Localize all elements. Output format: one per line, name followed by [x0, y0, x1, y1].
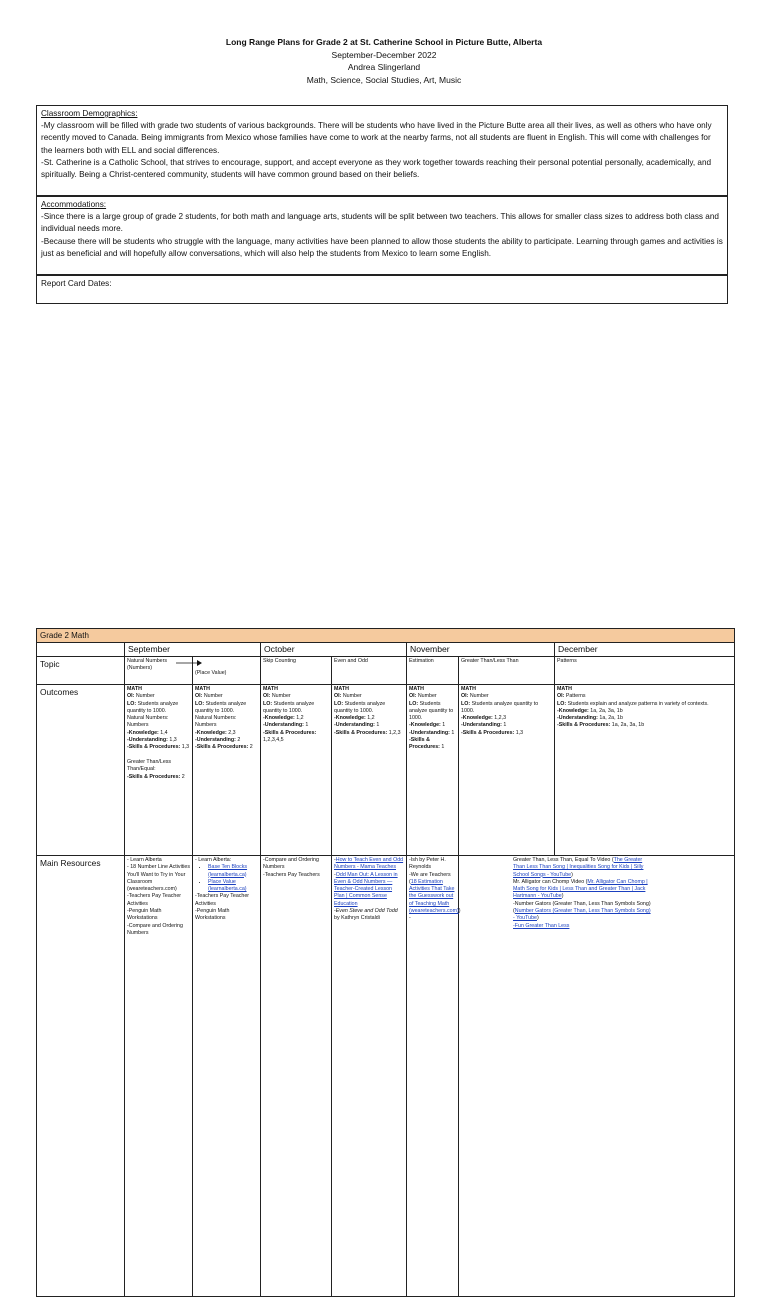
resource-link[interactable]: Odd Man Out: A Lesson in Even & Odd Numbers — Teacher-Created Lesson Plan | Common Sense Education — [334, 871, 398, 907]
resource-cell: -How to Teach Even and Odd Numbers - Mama Teaches -Odd Man Out: A Lesson in Even & Odd Numbers — Teacher-Created Lesson Plan | Common Sense Education -Even Steve and Odd Todd by Kathryn Cristaldi — [332, 856, 407, 1297]
resource-cell: - Learn Alberta: • Base Ten Blocks (learnalberta.ca) • Place Value (learnalberta.ca) -Teachers Pay Teacher Activities -Penguin Math Workstations — [193, 856, 261, 1297]
outcome-cell: MATH OI: Number LO: Students analyze quantity to 1000. -Knowledge: 1,2,3 -Understanding: 1 -Skills & Procedures: 1,3 — [459, 685, 555, 856]
report-card-label: Report Card Dates: — [41, 279, 112, 288]
month-october: October — [261, 643, 407, 657]
accommodations-paragraph: -Because there will be students who struggle with the language, many activities have been planned to allow those students the ability to participate. Learning through games and activities is just as beneficial and will hopefully allow conversations, which will also help the students from Mexico to learn some English. — [41, 236, 723, 258]
table-title: Grade 2 Math — [37, 629, 735, 643]
corner-cell — [37, 643, 125, 657]
row-label-resources: Main Resources — [37, 856, 125, 1297]
resource-cell: - Learn Alberta - 18 Number Line Activities You'll Want to Try in Your Classroom (weareteachers.com) -Teachers Pay Teacher Activities -Penguin Math Workstations -Compare and Ordering Numbers — [125, 856, 193, 1297]
resource-link[interactable]: The Greater Than Less Than Song | Inequalities Song for Kids | Silly School Songs - YouTube — [513, 857, 644, 878]
report-card-box — [36, 275, 728, 304]
resource-link[interactable]: -Fun Greater Than Less — [513, 922, 570, 929]
topic-text: (Place Value) — [195, 670, 227, 676]
demographics-heading: Classroom Demographics: — [41, 109, 138, 118]
topic-cell: Estimation — [407, 657, 459, 685]
outcome-cell: MATH OI: Number LO: Students analyze quantity to 1000. Natural Numbers: Numbers -Knowledge: 1,4 -Understanding: 1,3 -Skills & Procedures: 1,3 Greater Than/Less Than/Equal: -Skills & Procedures: 2 — [125, 685, 193, 856]
accommodations-paragraph: -Since there is a large group of grade 2 students, for both math and language arts, students will be split between two teachers. This allows for smaller class sizes to address both class and individual needs more. — [41, 212, 719, 234]
topic-cell: Patterns — [555, 657, 735, 685]
resource-cell: -Ish by Peter H. Reynolds -We are Teachers (18 Estimation Activities That Take the Guesswork out of Teaching Math (weareteachers.com)) - — [407, 856, 459, 1297]
row-label-outcomes: Outcomes — [37, 685, 125, 856]
accommodations-heading: Accommodations: — [41, 200, 107, 209]
topic-cell: Skip Counting — [261, 657, 332, 685]
month-september: September — [125, 643, 261, 657]
outcome-cell: MATH OI: Number LO: Students analyze quantity to 1000. -Knowledge: 1,2 -Understanding: 1 -Skills & Procedures: 1,2,3,4,5 — [261, 685, 332, 856]
outcome-cell: MATH OI: Number LO: Students analyze quantity to 1000. -Knowledge: 1 -Understanding: 1 -Skills & Procedures: 1 — [407, 685, 459, 856]
outcome-cell: MATH OI: Number LO: Students analyze quantity to 1000. -Knowledge: 1,2 -Understanding: 1 -Skills & Procedures: 1,2,3 — [332, 685, 407, 856]
row-label-topic: Topic — [37, 657, 125, 685]
grade2-math-table — [36, 628, 735, 1297]
subjects: Math, Science, Social Studies, Art, Music — [306, 74, 462, 85]
month-december: December — [555, 643, 735, 657]
resource-link[interactable]: Place Value (learnalberta.ca) — [208, 878, 247, 893]
accommodations-box — [36, 196, 728, 275]
document-header — [0, 36, 768, 86]
demographics-paragraph: -St. Catherine is a Catholic School, that strives to encourage, support, and accept everyone as they work together towards reaching their personal potential personally, academically, and spiritually. Being a Christ-centered community, students will have common ground based on their beliefs. — [41, 157, 712, 180]
demographics-paragraph: -My classroom will be filled with grade two students of various backgrounds. There will be students who have lived in the Picture Butte area all their lives, as well as others who have only recently moved to Canada. Being immigrants from Mexico whose families have come to work at the nearby farms, not all students are fluent in English. This will come with challenges for the learners both with ELL and social differences. — [41, 121, 712, 155]
resource-link[interactable]: How to Teach Even and Odd Numbers - Mama Teaches — [334, 857, 404, 871]
resource-link[interactable]: Number Gators (Greater Than, Less Than Symbols Song) - YouTube — [513, 908, 651, 922]
outcome-cell: MATH OI: Patterns LO: Students explain and analyze patterns in variety of contexts. -Knowledge: 1a, 2a, 3a, 1b -Understanding: 1a, 2a, 1b -Skills & Procedures: 1a, 2a, 3a, 1b — [555, 685, 735, 856]
arrow-right-icon — [176, 659, 202, 667]
resource-cell: Greater Than, Less Than, Equal To Video (The Greater Than Less Than Song | Inequalities Song for Kids | Silly School Songs - YouTube) Mr. Alligator can Chomp Video (Mr. Alligator Can Chomp | Math Song for Kids | Less Than and Greater Than | Jack Hartmann - YouTube) -Number Gators (Greater Than, Less Than Symbols Song) (Number Gators (Greater Than, Less Than Symbols Song) - YouTube) -Fun Greater Than Less — [459, 856, 735, 1297]
resource-cell: -Compare and Ordering Numbers -Teachers Pay Teachers — [261, 856, 332, 1297]
topic-cell — [193, 657, 261, 685]
demographics-box — [36, 105, 728, 196]
resource-link[interactable]: Base Ten Blocks (learnalberta.ca) — [208, 864, 248, 878]
outcome-cell: MATH OI: Number LO: Students analyze quantity to 1000. Natural Numbers: Numbers -Knowledge: 2,3 -Understanding: 2 -Skills & Procedures: 2 — [193, 685, 261, 856]
resource-link[interactable]: 18 Estimation Activities That Take the Guesswork out of Teaching Math (weareteachers.com) — [409, 878, 459, 915]
topic-cell: Natural Numbers (Numbers) — [125, 657, 193, 685]
teacher-name: Andrea Slingerland — [347, 62, 421, 72]
document-dates: September-December 2022 — [331, 49, 437, 60]
topic-cell: Greater Than/Less Than — [459, 657, 555, 685]
document-title: Long Range Plans for Grade 2 at St. Catherine School in Picture Butte, Alberta — [225, 37, 543, 47]
month-november: November — [407, 643, 555, 657]
topic-cell: Even and Odd — [332, 657, 407, 685]
resource-link[interactable]: Mr. Alligator Can Chomp | Math Song for Kids | Less Than and Greater Than | Jack Hartmann - YouTube — [513, 878, 648, 900]
